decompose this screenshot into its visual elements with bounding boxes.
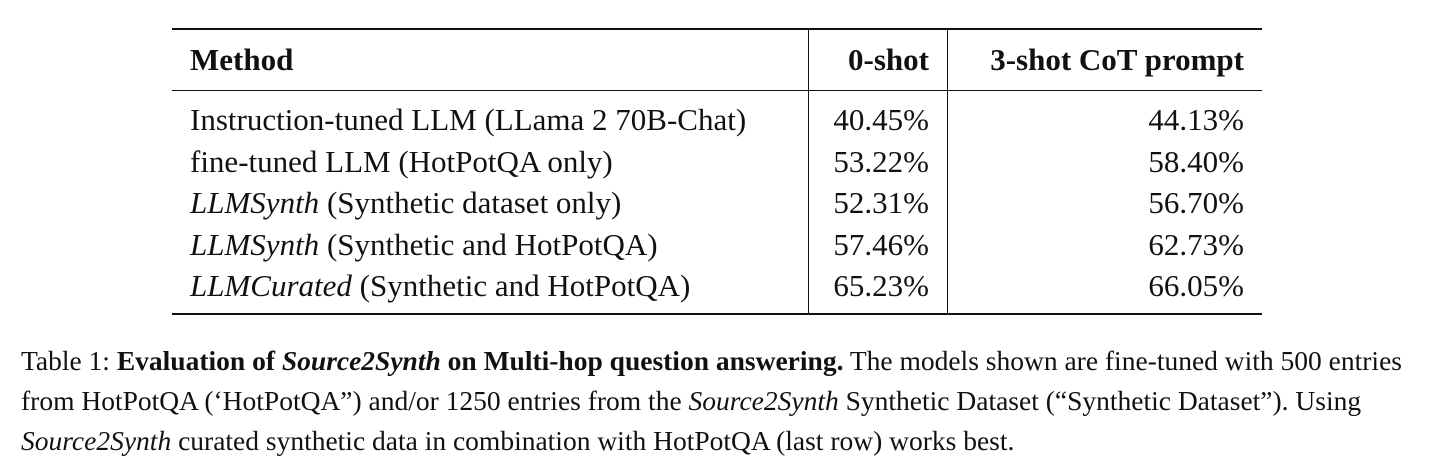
row-three-shot: 62.73%	[948, 224, 1263, 266]
table-header-row	[172, 29, 1262, 91]
caption-body-em-1: Source2Synth	[688, 385, 839, 416]
row-method	[172, 91, 809, 141]
caption-body-1: The models shown are fine-tuned with 500 entries from HotPotQA (‘HotPotQA”) and/or 1250 entries from the	[21, 345, 1402, 416]
row-zero-shot: 57.46%	[809, 224, 948, 266]
caption-title-em: Source2Synth	[281, 345, 441, 376]
table-row	[172, 265, 1262, 314]
table-row	[172, 224, 1262, 266]
method-rest: (Synthetic and HotPotQA)	[351, 268, 691, 304]
row-zero-shot: 53.22%	[809, 141, 948, 183]
caption-body-3: curated synthetic data in combination with HotPotQA (last row) works best.	[171, 425, 1015, 456]
method-italic: LLMCurated	[190, 268, 352, 304]
row-method	[172, 182, 809, 224]
method-rest: Instruction-tuned LLM (LLama 2 70B-Chat)	[190, 102, 747, 137]
caption-title-pre: Evaluation of	[116, 345, 282, 376]
row-three-shot: 44.13%	[948, 91, 1263, 141]
row-method	[172, 141, 809, 183]
caption-body-2: Synthetic Dataset (“Synthetic Dataset”). Using	[838, 385, 1362, 416]
method-italic: LLMSynth	[190, 185, 320, 221]
method-italic: LLMSynth	[190, 226, 320, 262]
row-zero-shot: 65.23%	[809, 265, 948, 314]
row-zero-shot: 40.45%	[809, 91, 948, 141]
header-three-shot: 3-shot CoT prompt	[948, 29, 1263, 91]
caption-body-em-2: Source2Synth	[21, 425, 172, 456]
row-three-shot: 58.40%	[948, 141, 1263, 183]
method-rest: (Synthetic dataset only)	[319, 185, 622, 221]
row-zero-shot: 52.31%	[809, 182, 948, 224]
table-row	[172, 91, 1262, 141]
row-three-shot: 66.05%	[948, 265, 1263, 314]
table-row	[172, 182, 1262, 224]
method-rest: fine-tuned LLM (HotPotQA only)	[190, 143, 613, 179]
row-method	[172, 265, 809, 314]
results-table-container	[172, 28, 1262, 315]
results-table	[172, 28, 1262, 315]
row-method	[172, 224, 809, 266]
header-zero-shot: 0-shot	[809, 29, 948, 91]
caption-title	[117, 345, 844, 376]
caption-label: Table 1:	[21, 345, 117, 376]
table-caption	[21, 341, 1421, 461]
method-rest: (Synthetic and HotPotQA)	[319, 226, 658, 262]
row-three-shot: 56.70%	[948, 182, 1263, 224]
caption-title-post: on Multi-hop question answering.	[440, 345, 844, 376]
table-row	[172, 141, 1262, 183]
header-method: Method	[190, 42, 294, 77]
